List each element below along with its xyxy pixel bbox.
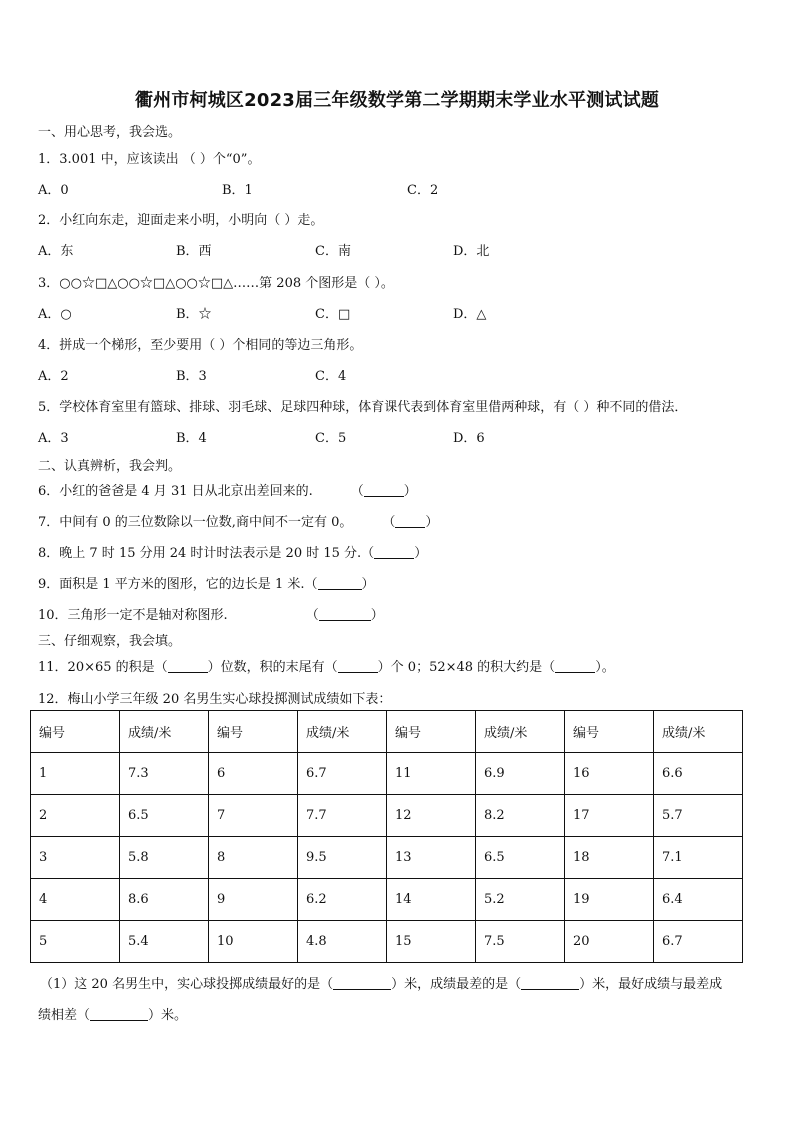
q5-option-d: D．6 xyxy=(453,431,485,446)
q10-paren-left: （ xyxy=(305,608,319,623)
question-12-1-line-1 xyxy=(40,973,722,992)
q2-option-d: D．北 xyxy=(453,244,490,259)
table-cell: 6.7 xyxy=(654,921,743,963)
table-cell: 7.5 xyxy=(476,921,565,963)
table-cell: 12 xyxy=(387,795,476,837)
table-cell: 2 xyxy=(31,795,120,837)
q9-paren-right: ） xyxy=(361,577,375,592)
question-12: 12．梅山小学三年级 20 名男生实心球投掷测试成绩如下表： xyxy=(38,692,392,707)
table-cell: 5.7 xyxy=(654,795,743,837)
q2-option-c: C．南 xyxy=(315,244,351,259)
question-2: 2．小红向东走，迎面走来小明，小明向（ ）走。 xyxy=(38,213,324,228)
table-cell: 9.5 xyxy=(298,837,387,879)
question-7 xyxy=(38,511,438,530)
table-cell: 1 xyxy=(31,753,120,795)
table-cell: 5.2 xyxy=(476,879,565,921)
q8-text: 8．晚上 7 时 15 分用 24 时计时法表示是 20 时 15 分. xyxy=(38,546,362,561)
table-cell: 3 xyxy=(31,837,120,879)
table-cell: 5 xyxy=(31,921,120,963)
q7-paren-right: ） xyxy=(425,515,439,530)
q7-paren-left: （ xyxy=(382,515,396,530)
table-cell: 7.1 xyxy=(654,837,743,879)
table-row xyxy=(31,879,743,921)
table-cell: 18 xyxy=(565,837,654,879)
q12-1-part-3: ）米，最好成绩与最差成 xyxy=(579,977,723,992)
q1-option-a: A．0 xyxy=(38,183,69,198)
section-1-heading: 一、用心思考，我会选。 xyxy=(38,125,182,140)
q11-part-3: ）个 0；52×48 的积大约是（ xyxy=(377,660,556,675)
q6-paren-right: ） xyxy=(403,484,417,499)
q9-answer-blank[interactable] xyxy=(318,576,362,590)
q1-option-c: C．2 xyxy=(407,183,439,198)
q11-blank-3[interactable] xyxy=(555,659,595,673)
q1-option-b: B．1 xyxy=(222,183,253,198)
table-cell: 6.5 xyxy=(120,795,209,837)
page-title: 衢州市柯城区2023届三年级数学第二学期期末学业水平测试试题 xyxy=(134,90,660,111)
q11-part-1: 11．20×65 的积是（ xyxy=(38,660,168,675)
table-cell: 11 xyxy=(387,753,476,795)
q8-answer-blank[interactable] xyxy=(374,545,414,559)
table-cell: 9 xyxy=(209,879,298,921)
scores-table-body xyxy=(31,711,743,963)
table-cell: 6.4 xyxy=(654,879,743,921)
q6-answer-blank[interactable] xyxy=(364,483,404,497)
q6-paren-left: （ xyxy=(350,484,364,499)
table-header-cell: 编号 xyxy=(209,711,298,753)
table-cell: 17 xyxy=(565,795,654,837)
q10-paren-right: ） xyxy=(370,608,384,623)
table-cell: 5.8 xyxy=(120,837,209,879)
q12-1-blank-best[interactable] xyxy=(333,976,391,990)
question-11 xyxy=(38,656,615,675)
table-cell: 7.3 xyxy=(120,753,209,795)
question-3: 3．○○☆□△○○☆□△○○☆□△……第 208 个图形是（ ）。 xyxy=(38,276,394,291)
table-cell: 7 xyxy=(209,795,298,837)
q11-part-2: ）位数，积的末尾有（ xyxy=(207,660,338,675)
table-cell: 19 xyxy=(565,879,654,921)
table-cell: 8.6 xyxy=(120,879,209,921)
q8-paren-right: ） xyxy=(414,546,428,561)
question-4: 4．拼成一个梯形，至少要用（ ）个相同的等边三角形。 xyxy=(38,338,363,353)
q12-1-part-1: （1）这 20 名男生中，实心球投掷成绩最好的是（ xyxy=(40,977,334,992)
table-cell: 7.7 xyxy=(298,795,387,837)
table-cell: 6.7 xyxy=(298,753,387,795)
table-header-cell: 成绩/米 xyxy=(476,711,565,753)
q12-1-part-4: 绩相差（ xyxy=(38,1008,91,1023)
q12-1-blank-diff[interactable] xyxy=(90,1007,148,1021)
question-12-1-line-2 xyxy=(38,1004,187,1023)
q4-option-c: C．4 xyxy=(315,369,347,384)
section-2-heading: 二、认真辨析，我会判。 xyxy=(38,459,182,474)
table-cell: 13 xyxy=(387,837,476,879)
q11-blank-2[interactable] xyxy=(338,659,378,673)
table-header-row xyxy=(31,711,743,753)
table-header-cell: 成绩/米 xyxy=(120,711,209,753)
table-header-cell: 编号 xyxy=(31,711,120,753)
q5-option-c: C．5 xyxy=(315,431,347,446)
question-1: 1．3.001 中，应该读出 （ ）个“0”。 xyxy=(38,152,261,167)
table-row xyxy=(31,921,743,963)
q12-1-part-2: ）米，成绩最差的是（ xyxy=(391,977,522,992)
q8-paren-left: （ xyxy=(361,546,375,561)
q5-option-b: B．4 xyxy=(176,431,207,446)
table-cell: 20 xyxy=(565,921,654,963)
table-cell: 4.8 xyxy=(298,921,387,963)
question-8 xyxy=(38,542,427,561)
question-9 xyxy=(38,573,375,592)
q5-option-a: A．3 xyxy=(38,431,69,446)
table-cell: 8 xyxy=(209,837,298,879)
question-6 xyxy=(38,480,417,499)
table-cell: 6.6 xyxy=(654,753,743,795)
q9-text: 9．面积是 1 平方米的图形，它的边长是 1 米. xyxy=(38,577,305,592)
table-cell: 6.5 xyxy=(476,837,565,879)
q11-blank-1[interactable] xyxy=(168,659,208,673)
table-cell: 6 xyxy=(209,753,298,795)
scores-table xyxy=(30,710,743,963)
q2-option-a: A．东 xyxy=(38,244,74,259)
q6-text: 6．小红的爸爸是 4 月 31 日从北京出差回来的. xyxy=(38,484,313,499)
table-header-cell: 编号 xyxy=(387,711,476,753)
table-header-cell: 成绩/米 xyxy=(298,711,387,753)
table-cell: 6.2 xyxy=(298,879,387,921)
q3-option-a: A．○ xyxy=(38,307,72,322)
q7-text: 7．中间有 0 的三位数除以一位数,商中间不一定有 0。 xyxy=(38,515,353,530)
table-cell: 14 xyxy=(387,879,476,921)
q3-option-b: B．☆ xyxy=(176,307,212,322)
q7-answer-blank[interactable] xyxy=(395,514,425,528)
table-row xyxy=(31,795,743,837)
q4-option-b: B．3 xyxy=(176,369,207,384)
table-cell: 6.9 xyxy=(476,753,565,795)
table-cell: 10 xyxy=(209,921,298,963)
q3-option-c: C．□ xyxy=(315,307,351,322)
question-5: 5．学校体育室里有篮球、排球、羽毛球、足球四种球，体育课代表到体育室里借两种球，有（ ）种不同的借法． xyxy=(38,400,688,415)
q3-option-d: D．△ xyxy=(453,307,487,322)
q12-1-part-5: ）米。 xyxy=(148,1008,188,1023)
q10-text: 10．三角形一定不是轴对称图形. xyxy=(38,608,228,623)
table-cell: 16 xyxy=(565,753,654,795)
table-header-cell: 编号 xyxy=(565,711,654,753)
q4-option-a: A．2 xyxy=(38,369,69,384)
table-cell: 5.4 xyxy=(120,921,209,963)
table-row xyxy=(31,753,743,795)
table-row xyxy=(31,837,743,879)
q11-part-4: ）。 xyxy=(595,660,615,675)
question-10 xyxy=(38,604,384,623)
q12-1-blank-worst[interactable] xyxy=(521,976,579,990)
q9-paren-left: （ xyxy=(304,577,318,592)
q10-answer-blank[interactable] xyxy=(319,607,371,621)
section-3-heading: 三、仔细观察，我会填。 xyxy=(38,634,182,649)
q2-option-b: B．西 xyxy=(176,244,212,259)
table-cell: 4 xyxy=(31,879,120,921)
table-cell: 8.2 xyxy=(476,795,565,837)
table-cell: 15 xyxy=(387,921,476,963)
table-header-cell: 成绩/米 xyxy=(654,711,743,753)
